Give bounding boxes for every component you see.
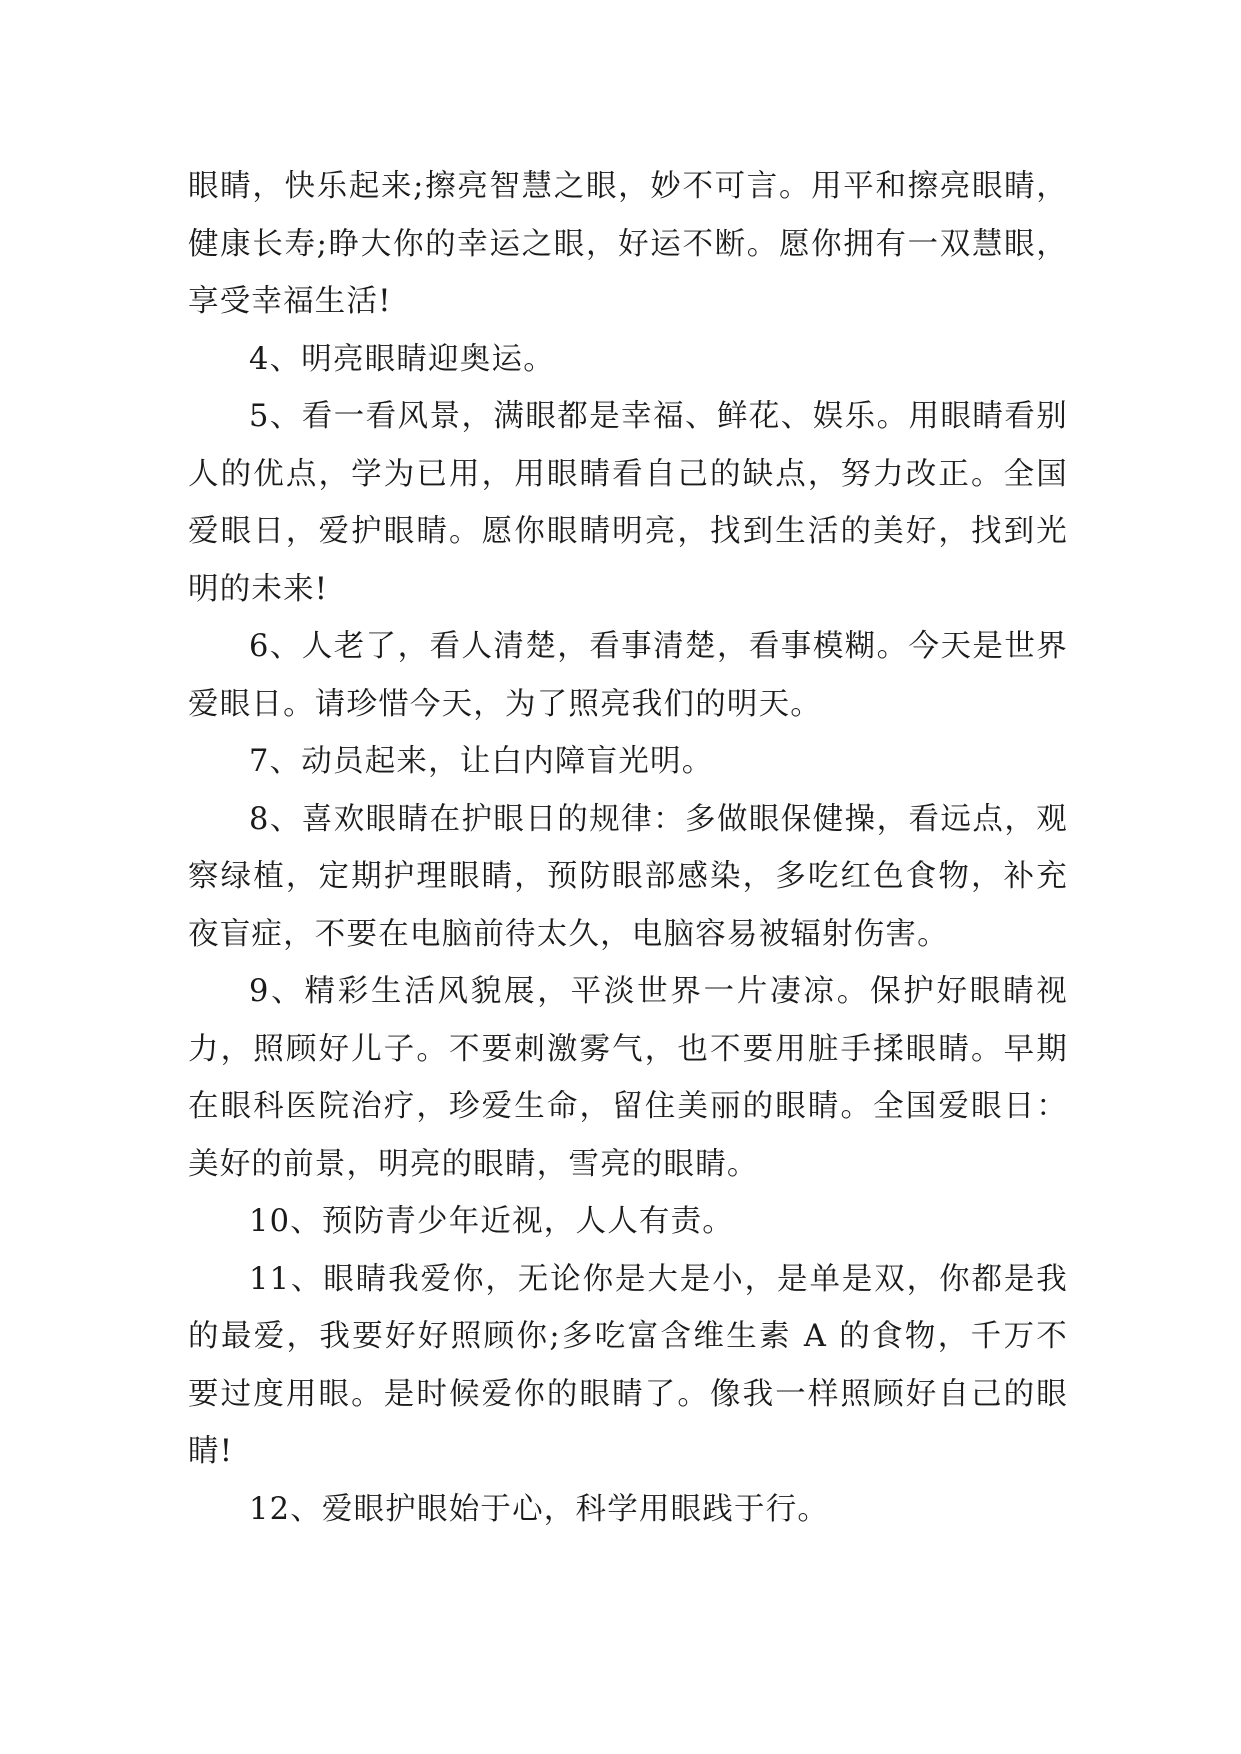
paragraph-item-8: 8、喜欢眼睛在护眼日的规律：多做眼保健操，看远点，观察绿植，定期护理眼睛，预防眼部感染，多吃红色食物，补充夜盲症，不要在电脑前待太久，电脑容易被辐射伤害。 [188, 801, 1068, 952]
document-page [188, 158, 1068, 1538]
paragraph-item-11: 11、眼睛我爱你，无论你是大是小，是单是双，你都是我的最爱，我要好好照顾你;多吃富含维生素 A 的食物，千万不要过度用眼。是时候爱你的眼睛了。像我一样照顾好自己的眼睛! [188, 1261, 1068, 1469]
paragraph-item-9: 9、精彩生活风貌展，平淡世界一片凄凉。保护好眼睛视力，照顾好儿子。不要刺激雾气，也不要用脏手揉眼睛。早期在眼科医院治疗，珍爱生命，留住美丽的眼睛。全国爱眼日：美好的前景，明亮的眼睛，雪亮的眼睛。 [188, 974, 1068, 1182]
paragraph-item-4: 4、明亮眼睛迎奥运。 [249, 341, 555, 377]
paragraph-item-7: 7、动员起来，让白内障盲光明。 [249, 744, 714, 779]
paragraph-continued: 眼睛，快乐起来;擦亮智慧之眼，妙不可言。用平和擦亮眼睛，健康长寿;睁大你的幸运之眼，好运不断。愿你拥有一双慧眼，享受幸福生活! [188, 169, 1068, 319]
paragraph-item-10: 10、预防青少年近视，人人有责。 [249, 1204, 735, 1239]
paragraph-item-12: 12、爱眼护眼始于心，科学用眼践于行。 [249, 1491, 830, 1527]
paragraph-item-6: 6、人老了，看人清楚，看事清楚，看事模糊。今天是世界爱眼日。请珍惜今天，为了照亮我们的明天。 [188, 629, 1068, 722]
paragraph-item-5: 5、看一看风景，满眼都是幸福、鲜花、娱乐。用眼睛看别人的优点，学为已用，用眼睛看自己的缺点，努力改正。全国爱眼日，爱护眼睛。愿你眼睛明亮，找到生活的美好，找到光明的未来! [188, 399, 1068, 607]
